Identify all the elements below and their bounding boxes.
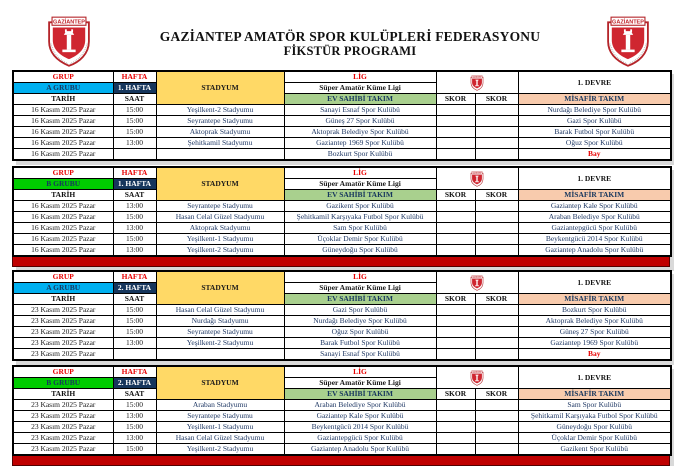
group-label: B GRUBU: [13, 378, 113, 389]
away-score-cell: [475, 234, 518, 245]
time-cell: 15:00: [113, 127, 156, 138]
document-titles: [0, 30, 700, 58]
away-team-cell: Barak Futbol Spor Kulübü: [518, 127, 671, 138]
time-cell: [113, 349, 156, 361]
stadium-cell: Seyrantepe Stadyumu: [156, 327, 284, 338]
home-team-cell: Gaziantep Kale Spor Kulübü: [284, 411, 436, 422]
date-cell: 16 Kasım 2025 Pazar: [13, 245, 113, 257]
home-team-cell: Beykentgücü 2014 Spor Kulübü: [284, 422, 436, 433]
home-score-cell: [436, 422, 475, 433]
fixture-row: [13, 327, 671, 338]
fixture-table-a-grubu-hafta-2: [12, 270, 670, 361]
date-cell: 16 Kasım 2025 Pazar: [13, 149, 113, 161]
home-team-cell: Gazi Spor Kulübü: [284, 305, 436, 316]
home-team-cell: Nurdağı Belediye Spor Kulübü: [284, 316, 436, 327]
home-score-cell: [436, 149, 475, 161]
fixture-row: [13, 422, 671, 433]
federation-crest-icon: [470, 170, 484, 187]
away-score-cell: [475, 201, 518, 212]
date-cell: 16 Kasım 2025 Pazar: [13, 212, 113, 223]
away-team-header: MİSAFİR TAKIM: [518, 190, 671, 201]
date-cell: 16 Kasım 2025 Pazar: [13, 201, 113, 212]
time-cell: [113, 149, 156, 161]
away-score-cell: [475, 127, 518, 138]
date-cell: 23 Kasım 2025 Pazar: [13, 422, 113, 433]
date-cell: 16 Kasım 2025 Pazar: [13, 138, 113, 149]
date-cell: 23 Kasım 2025 Pazar: [13, 338, 113, 349]
home-team-cell: Oğuz Spor Kulübü: [284, 327, 436, 338]
fixture-row: [13, 349, 671, 361]
stadium-cell: [156, 349, 284, 361]
time-cell: 13:00: [113, 223, 156, 234]
fixture-table-b-grubu-hafta-1: [12, 166, 670, 267]
home-score-cell: [436, 201, 475, 212]
stadium-header: STADYUM: [156, 271, 284, 305]
home-score-header: SKOR: [436, 389, 475, 400]
document-header: [0, 0, 700, 68]
crest-cell: [436, 271, 518, 294]
date-cell: 16 Kasım 2025 Pazar: [13, 234, 113, 245]
lig-header: LİG: [284, 271, 436, 283]
fixture-grid: [12, 70, 672, 161]
away-score-cell: [475, 116, 518, 127]
home-score-cell: [436, 327, 475, 338]
fixture-row: [13, 212, 671, 223]
stadium-cell: Şehitkamil Stadyumu: [156, 138, 284, 149]
home-team-header: EV SAHİBİ TAKIM: [284, 190, 436, 201]
group-label: B GRUBU: [13, 179, 113, 190]
tarih-header: TARİH: [13, 389, 113, 400]
time-cell: 15:00: [113, 422, 156, 433]
date-cell: 23 Kasım 2025 Pazar: [13, 349, 113, 361]
devre-header: 1. DEVRE: [518, 271, 671, 294]
program-subtitle: FİKSTÜR PROGRAMI: [283, 44, 417, 58]
stadium-cell: Nurdağı Stadyumu: [156, 316, 284, 327]
saat-header: SAAT: [113, 389, 156, 400]
date-cell: 23 Kasım 2025 Pazar: [13, 327, 113, 338]
home-team-cell: Sanayi Esnaf Spor Kulübü: [284, 349, 436, 361]
fixture-row: [13, 116, 671, 127]
hafta-header: HAFTA: [113, 167, 156, 179]
time-cell: 15:00: [113, 305, 156, 316]
stadium-cell: Hasan Celal Güzel Stadyumu: [156, 305, 284, 316]
stadium-cell: Seyrantepe Stadyumu: [156, 116, 284, 127]
away-team-cell: Güneydoğu Spor Kulübü: [518, 422, 671, 433]
home-score-cell: [436, 223, 475, 234]
away-score-cell: [475, 105, 518, 116]
stadium-cell: Hasan Celal Güzel Stadyumu: [156, 212, 284, 223]
league-name: Süper Amatör Küme Ligi: [284, 83, 436, 94]
away-team-cell: Bozkurt Spor Kulübü: [518, 305, 671, 316]
away-score-cell: [475, 338, 518, 349]
date-cell: 23 Kasım 2025 Pazar: [13, 444, 113, 456]
home-score-cell: [436, 234, 475, 245]
section-divider-bar: [12, 456, 670, 466]
away-team-cell: Gaziantep Anadolu Spor Kulübü: [518, 245, 671, 257]
away-team-cell: Gaziantepgücü Spor Kulübü: [518, 223, 671, 234]
league-name: Süper Amatör Küme Ligi: [284, 179, 436, 190]
bay-cell: Bay: [518, 349, 671, 361]
group-label: A GRUBU: [13, 83, 113, 94]
home-team-cell: Şehitkamil Karşıyaka Futbol Spor Kulübü: [284, 212, 436, 223]
bay-cell: Bay: [518, 149, 671, 161]
time-cell: 13:00: [113, 201, 156, 212]
fixture-row: [13, 223, 671, 234]
stadium-cell: Aktoprak Stadyumu: [156, 223, 284, 234]
week-label: 2. HAFTA: [113, 378, 156, 389]
stadium-header: STADYUM: [156, 167, 284, 201]
home-team-cell: Araban Belediye Spor Kulübü: [284, 400, 436, 411]
away-team-cell: Oğuz Spor Kulübü: [518, 138, 671, 149]
away-team-cell: Şehitkamil Karşıyaka Futbol Spor Kulübü: [518, 411, 671, 422]
grup-header: GRUP: [13, 271, 113, 283]
fixture-row: [13, 433, 671, 444]
week-label: 1. HAFTA: [113, 179, 156, 190]
home-score-cell: [436, 127, 475, 138]
time-cell: 15:00: [113, 212, 156, 223]
saat-header: SAAT: [113, 190, 156, 201]
grup-header: GRUP: [13, 167, 113, 179]
away-team-header: MİSAFİR TAKIM: [518, 294, 671, 305]
home-team-cell: Bozkurt Spor Kulübü: [284, 149, 436, 161]
stadium-cell: Yeşilkent-1 Stadyumu: [156, 422, 284, 433]
stadium-cell: [156, 149, 284, 161]
away-score-header: SKOR: [475, 294, 518, 305]
fixture-grid: [12, 270, 672, 361]
time-cell: 13:00: [113, 138, 156, 149]
tarih-header: TARİH: [13, 294, 113, 305]
home-score-header: SKOR: [436, 190, 475, 201]
fixture-row: [13, 234, 671, 245]
home-team-cell: Gazikent Spor Kulübü: [284, 201, 436, 212]
home-score-cell: [436, 411, 475, 422]
home-score-cell: [436, 245, 475, 257]
federation-crest-icon: [470, 74, 484, 91]
home-score-cell: [436, 400, 475, 411]
away-score-cell: [475, 212, 518, 223]
time-cell: 15:00: [113, 105, 156, 116]
stadium-cell: Seyrantepe Stadyumu: [156, 201, 284, 212]
federation-title: GAZİANTEP AMATÖR SPOR KULÜPLERİ FEDERASYONU: [159, 29, 541, 44]
date-cell: 23 Kasım 2025 Pazar: [13, 411, 113, 422]
week-label: 1. HAFTA: [113, 83, 156, 94]
home-score-cell: [436, 444, 475, 456]
fixture-row: [13, 305, 671, 316]
home-score-cell: [436, 138, 475, 149]
fixture-row: [13, 411, 671, 422]
group-label: A GRUBU: [13, 283, 113, 294]
away-score-cell: [475, 305, 518, 316]
home-team-cell: Güneş 27 Spor Kulübü: [284, 116, 436, 127]
home-team-cell: Gaziantepgücü Spor Kulübü: [284, 433, 436, 444]
lig-header: LİG: [284, 366, 436, 378]
away-score-cell: [475, 349, 518, 361]
crest-cell: [436, 167, 518, 190]
stadium-cell: Yeşilkent-2 Stadyumu: [156, 105, 284, 116]
home-team-cell: Aktoprak Belediye Spor Kulübü: [284, 127, 436, 138]
date-cell: 23 Kasım 2025 Pazar: [13, 433, 113, 444]
home-score-cell: [436, 433, 475, 444]
time-cell: 13:00: [113, 433, 156, 444]
home-team-cell: Güneydoğu Spor Kulübü: [284, 245, 436, 257]
fixture-row: [13, 105, 671, 116]
away-team-cell: Sam Spor Kulübü: [518, 400, 671, 411]
away-score-cell: [475, 149, 518, 161]
away-score-cell: [475, 327, 518, 338]
stadium-header: STADYUM: [156, 366, 284, 400]
federation-crest-icon: [470, 369, 484, 386]
away-score-cell: [475, 433, 518, 444]
stadium-cell: Yeşilkent-1 Stadyumu: [156, 234, 284, 245]
crest-cell: [436, 71, 518, 94]
away-score-cell: [475, 444, 518, 456]
saat-header: SAAT: [113, 94, 156, 105]
fixture-row: [13, 338, 671, 349]
saat-header: SAAT: [113, 294, 156, 305]
away-team-cell: Gazi Spor Kulübü: [518, 116, 671, 127]
away-score-header: SKOR: [475, 389, 518, 400]
home-score-cell: [436, 349, 475, 361]
date-cell: 16 Kasım 2025 Pazar: [13, 116, 113, 127]
fixture-grid: [12, 365, 672, 456]
home-team-header: EV SAHİBİ TAKIM: [284, 389, 436, 400]
fixture-row: [13, 127, 671, 138]
stadium-cell: Yeşilkent-2 Stadyumu: [156, 338, 284, 349]
date-cell: 23 Kasım 2025 Pazar: [13, 400, 113, 411]
away-team-cell: Güneş 27 Spor Kulübü: [518, 327, 671, 338]
home-team-cell: Gaziantep Anadolu Spor Kulübü: [284, 444, 436, 456]
date-cell: 16 Kasım 2025 Pazar: [13, 223, 113, 234]
home-team-cell: Üçoklar Demir Spor Kulübü: [284, 234, 436, 245]
fixture-row: [13, 245, 671, 257]
time-cell: 13:00: [113, 245, 156, 257]
away-score-cell: [475, 422, 518, 433]
stadium-cell: Seyrantepe Stadyumu: [156, 411, 284, 422]
time-cell: 13:00: [113, 338, 156, 349]
stadium-cell: Yeşilkent-2 Stadyumu: [156, 245, 284, 257]
devre-header: 1. DEVRE: [518, 167, 671, 190]
lig-header: LİG: [284, 71, 436, 83]
away-score-header: SKOR: [475, 94, 518, 105]
grup-header: GRUP: [13, 71, 113, 83]
home-score-cell: [436, 305, 475, 316]
away-team-cell: Gaziantep Kale Spor Kulübü: [518, 201, 671, 212]
fixture-row: [13, 400, 671, 411]
time-cell: 15:00: [113, 400, 156, 411]
time-cell: 15:00: [113, 316, 156, 327]
away-score-cell: [475, 245, 518, 257]
away-team-cell: Aktoprak Belediye Spor Kulübü: [518, 316, 671, 327]
hafta-header: HAFTA: [113, 366, 156, 378]
time-cell: 15:00: [113, 444, 156, 456]
grup-header: GRUP: [13, 366, 113, 378]
away-team-cell: Araban Belediye Spor Kulübü: [518, 212, 671, 223]
tarih-header: TARİH: [13, 190, 113, 201]
time-cell: 15:00: [113, 327, 156, 338]
fixture-row: [13, 444, 671, 456]
away-score-cell: [475, 316, 518, 327]
fixture-table-b-grubu-hafta-2: [12, 365, 670, 466]
away-score-header: SKOR: [475, 190, 518, 201]
away-team-header: MİSAFİR TAKIM: [518, 94, 671, 105]
away-team-cell: Gazikent Spor Kulübü: [518, 444, 671, 456]
fixture-row: [13, 201, 671, 212]
fixture-table-a-grubu-hafta-1: [12, 70, 670, 161]
away-score-cell: [475, 411, 518, 422]
time-cell: 15:00: [113, 116, 156, 127]
week-label: 2. HAFTA: [113, 283, 156, 294]
away-team-cell: Üçoklar Demir Spor Kulübü: [518, 433, 671, 444]
league-name: Süper Amatör Küme Ligi: [284, 283, 436, 294]
home-score-header: SKOR: [436, 94, 475, 105]
time-cell: 13:00: [113, 411, 156, 422]
home-team-cell: Gaziantep 1969 Spor Kulübü: [284, 138, 436, 149]
away-team-cell: Beykentgücü 2014 Spor Kulübü: [518, 234, 671, 245]
hafta-header: HAFTA: [113, 71, 156, 83]
home-score-cell: [436, 105, 475, 116]
home-score-cell: [436, 116, 475, 127]
crest-cell: [436, 366, 518, 389]
home-score-cell: [436, 212, 475, 223]
league-name: Süper Amatör Küme Ligi: [284, 378, 436, 389]
away-team-cell: Nurdağı Belediye Spor Kulübü: [518, 105, 671, 116]
home-team-header: EV SAHİBİ TAKIM: [284, 294, 436, 305]
lig-header: LİG: [284, 167, 436, 179]
home-team-cell: Barak Futbol Spor Kulübü: [284, 338, 436, 349]
stadium-cell: Aktoprak Stadyumu: [156, 127, 284, 138]
away-team-cell: Gaziantep 1969 Spor Kulübü: [518, 338, 671, 349]
away-score-cell: [475, 400, 518, 411]
home-score-header: SKOR: [436, 294, 475, 305]
stadium-cell: Araban Stadyumu: [156, 400, 284, 411]
away-score-cell: [475, 223, 518, 234]
fixture-grid: [12, 166, 672, 257]
tarih-header: TARİH: [13, 94, 113, 105]
fixture-row: [13, 149, 671, 161]
stadium-cell: Hasan Celal Güzel Stadyumu: [156, 433, 284, 444]
stadium-cell: Yeşilkent-2 Stadyumu: [156, 444, 284, 456]
time-cell: 15:00: [113, 234, 156, 245]
federation-crest-icon: [470, 274, 484, 291]
date-cell: 23 Kasım 2025 Pazar: [13, 316, 113, 327]
fixture-tables: [0, 70, 700, 466]
devre-header: 1. DEVRE: [518, 71, 671, 94]
hafta-header: HAFTA: [113, 271, 156, 283]
section-divider-bar: [12, 257, 670, 267]
stadium-header: STADYUM: [156, 71, 284, 105]
fixture-row: [13, 138, 671, 149]
date-cell: 16 Kasım 2025 Pazar: [13, 105, 113, 116]
home-score-cell: [436, 338, 475, 349]
home-score-cell: [436, 316, 475, 327]
date-cell: 16 Kasım 2025 Pazar: [13, 127, 113, 138]
away-score-cell: [475, 138, 518, 149]
fixture-row: [13, 316, 671, 327]
home-team-header: EV SAHİBİ TAKIM: [284, 94, 436, 105]
date-cell: 23 Kasım 2025 Pazar: [13, 305, 113, 316]
devre-header: 1. DEVRE: [518, 366, 671, 389]
home-team-cell: Sanayi Esnaf Spor Kulübü: [284, 105, 436, 116]
home-team-cell: Sam Spor Kulübü: [284, 223, 436, 234]
away-team-header: MİSAFİR TAKIM: [518, 389, 671, 400]
